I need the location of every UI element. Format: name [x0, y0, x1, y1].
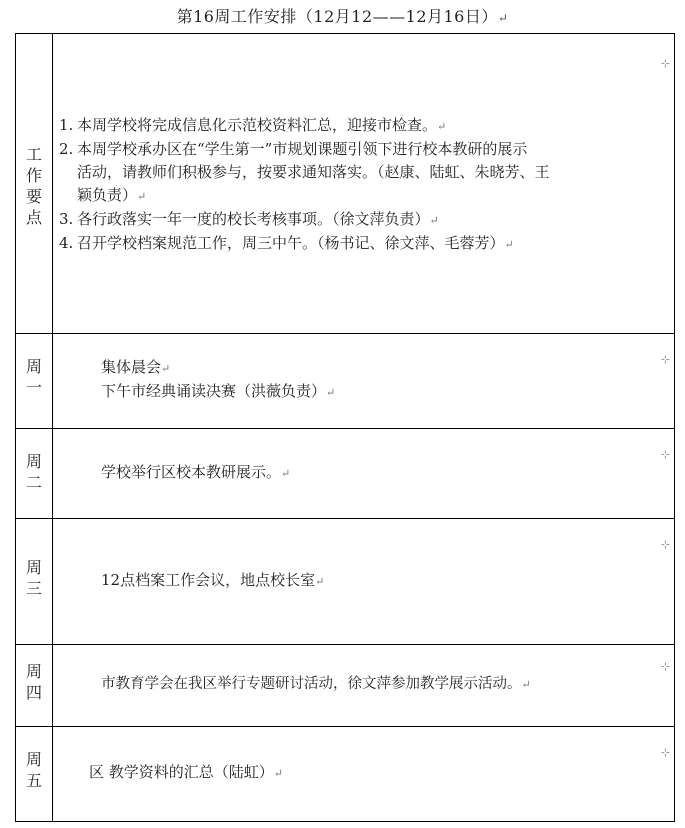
label-char: 周	[25, 452, 42, 471]
line-text: 下午市经典诵读决赛（洪薇负责）	[101, 382, 327, 400]
content-key-points[interactable]	[53, 34, 675, 334]
row-tuesday	[16, 429, 675, 519]
label-char: 一	[25, 378, 42, 397]
label-tuesday	[16, 429, 53, 519]
item-text: 召开学校档案规范工作，周三中午。（杨书记、徐文萍、毛蓉芳）	[77, 234, 505, 252]
line-text: 区 教学资料的汇总（陆虹）	[89, 763, 274, 781]
cell-end-mark: ⊹	[660, 448, 670, 461]
title-text: 第16周工作安排（12月12——12月16日）	[176, 7, 498, 26]
label-char: 周	[25, 357, 42, 376]
item-number: 1.	[59, 116, 74, 134]
item-text: 本周学校将完成信息化示范校资料汇总，迎接市检查。	[77, 116, 438, 134]
label-wednesday	[16, 519, 53, 645]
line-text: 集体晨会	[101, 358, 162, 376]
list-item	[59, 114, 668, 138]
schedule-line	[101, 380, 668, 404]
schedule-line	[101, 461, 668, 485]
paragraph-mark: ↵	[429, 214, 439, 227]
cell-end-mark: ⊹	[660, 538, 670, 551]
schedule-line	[101, 569, 668, 593]
list-item	[59, 208, 668, 232]
paragraph-mark: ↵	[137, 190, 147, 203]
content-wednesday[interactable]	[53, 519, 675, 645]
schedule-line	[101, 356, 668, 380]
label-char: 工	[25, 145, 42, 164]
item-number: 2.	[59, 140, 74, 158]
label-monday	[16, 334, 53, 429]
label-char: 周	[25, 558, 42, 577]
paragraph-mark: ↵	[161, 362, 171, 375]
label-char: 周	[25, 662, 42, 681]
label-char: 四	[25, 683, 42, 702]
row-monday	[16, 334, 675, 429]
line-text: 市教育学会在我区举行专题研讨活动，徐文萍参加教学展示活动。	[101, 676, 522, 692]
list-item	[59, 232, 668, 256]
cell-end-mark: ⊹	[660, 57, 670, 70]
content-thursday[interactable]	[53, 645, 675, 727]
cell-end-mark: ⊹	[660, 353, 670, 366]
content-friday[interactable]	[53, 727, 675, 822]
paragraph-mark: ↵	[273, 767, 283, 780]
key-points-list	[59, 114, 668, 256]
page-title	[0, 4, 685, 27]
item-text-tail: 颖负责）	[77, 186, 138, 204]
cell-end-mark: ⊹	[660, 746, 670, 759]
item-text: 各行政落实一年一度的校长考核事项。（徐文萍负责）	[77, 210, 430, 228]
label-char: 作	[25, 166, 42, 185]
cell-end-mark: ⊹	[660, 660, 670, 673]
paragraph-mark: ↵	[497, 11, 509, 25]
list-item	[59, 138, 668, 208]
label-thursday	[16, 645, 53, 727]
label-char: 二	[25, 473, 42, 492]
content-tuesday[interactable]	[53, 429, 675, 519]
item-number: 4.	[59, 234, 74, 252]
schedule-line	[101, 673, 670, 696]
paragraph-mark: ↵	[521, 678, 531, 691]
label-char: 要	[25, 187, 42, 206]
schedule-line	[89, 761, 668, 785]
paragraph-mark: ↵	[281, 467, 291, 480]
paragraph-mark: ↵	[315, 575, 325, 588]
label-char: 点	[25, 208, 42, 227]
content-monday[interactable]	[53, 334, 675, 429]
row-key-points	[16, 34, 675, 334]
item-text-continued: 活动，请教师们积极参与，按要求通知落实。（赵康、陆虹、朱晓芳、王	[77, 163, 550, 181]
item-number: 3.	[59, 210, 74, 228]
label-char: 三	[25, 579, 42, 598]
paragraph-mark: ↵	[504, 238, 514, 251]
paragraph-mark: ↵	[437, 120, 447, 133]
row-friday	[16, 727, 675, 822]
row-thursday	[16, 645, 675, 727]
item-text-continued	[59, 184, 668, 208]
label-key-points	[16, 34, 53, 334]
item-text: 本周学校承办区在“学生第一”市规划课题引领下进行校本教研的展示	[77, 140, 528, 158]
row-wednesday	[16, 519, 675, 645]
label-char: 周	[25, 750, 42, 769]
schedule-table	[15, 33, 675, 822]
line-text: 学校举行区校本教研展示。	[101, 463, 282, 481]
paragraph-mark: ↵	[326, 386, 336, 399]
label-friday	[16, 727, 53, 822]
line-text: 12点档案工作会议，地点校长室	[101, 571, 316, 589]
label-char: 五	[25, 771, 42, 790]
